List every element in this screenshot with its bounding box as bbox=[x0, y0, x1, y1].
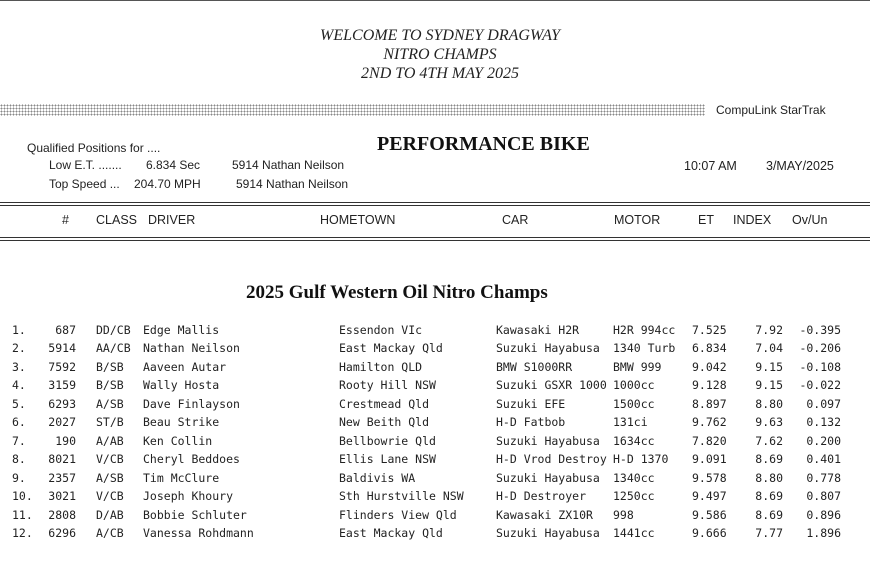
cell-motor: 131ci bbox=[613, 415, 648, 430]
cell-over-under: 0.778 bbox=[806, 470, 841, 485]
cell-hometown: Flinders View Qld bbox=[339, 507, 457, 522]
cell-over-under: -0.022 bbox=[799, 378, 841, 393]
cell-class: DD/CB bbox=[96, 323, 131, 337]
col-ovun: Ov/Un bbox=[792, 213, 828, 227]
cell-car: Suzuki Hayabusa bbox=[496, 341, 600, 356]
cell-car-number: 190 bbox=[55, 433, 76, 448]
cell-index: 8.69 bbox=[755, 489, 783, 504]
cell-car-number: 2808 bbox=[48, 507, 76, 522]
cell-car-number: 6293 bbox=[48, 396, 76, 411]
cell-motor: 1340cc bbox=[613, 470, 655, 485]
cell-car-number: 7592 bbox=[48, 359, 76, 374]
report-time: 10:07 AM bbox=[684, 159, 737, 173]
cell-index: 9.63 bbox=[755, 415, 783, 430]
cell-index: 9.15 bbox=[755, 359, 783, 374]
low-et-holder: 5914 Nathan Neilson bbox=[232, 158, 345, 172]
cell-car-number: 6296 bbox=[48, 525, 76, 540]
cell-driver: Nathan Neilson bbox=[143, 341, 240, 356]
cell-motor: 1250cc bbox=[613, 489, 655, 504]
cell-index: 7.62 bbox=[755, 433, 783, 448]
cell-car: Suzuki GSXR 1000 bbox=[496, 378, 607, 393]
cell-et: 9.578 bbox=[692, 470, 727, 485]
cell-class: AA/CB bbox=[96, 341, 131, 356]
document-title bbox=[270, 26, 610, 83]
cell-car: H-D Destroyer bbox=[496, 489, 587, 504]
low-et-label: Low E.T. ....... bbox=[49, 158, 122, 172]
cell-driver: Cheryl Beddoes bbox=[143, 452, 240, 467]
cell-et: 6.834 bbox=[692, 341, 727, 356]
top-speed-label: Top Speed ... bbox=[49, 177, 120, 191]
cell-et: 9.497 bbox=[692, 489, 727, 504]
cell-driver: Dave Finlayson bbox=[143, 396, 240, 411]
cell-driver: Tim McClure bbox=[143, 470, 220, 485]
cell-index: 7.92 bbox=[755, 323, 783, 337]
cell-over-under: 0.807 bbox=[806, 489, 841, 504]
table-row bbox=[0, 452, 870, 470]
cell-over-under: -0.108 bbox=[799, 359, 841, 374]
cell-position: 11. bbox=[12, 507, 33, 522]
cell-car: Suzuki Hayabusa bbox=[496, 525, 600, 540]
table-row bbox=[0, 415, 870, 433]
cell-motor: BMW 999 bbox=[613, 359, 662, 374]
cell-index: 8.80 bbox=[755, 470, 783, 485]
cell-motor: H2R 994cc bbox=[613, 323, 676, 337]
col-driver: DRIVER bbox=[148, 213, 196, 227]
cell-over-under: 0.097 bbox=[806, 396, 841, 411]
cell-car: BMW S1000RR bbox=[496, 359, 573, 374]
table-row bbox=[0, 489, 870, 507]
cell-et: 7.820 bbox=[692, 433, 727, 448]
cell-car-number: 2027 bbox=[48, 415, 76, 430]
table-row bbox=[0, 471, 870, 489]
cell-hometown: New Beith Qld bbox=[339, 415, 430, 430]
cell-position: 8. bbox=[12, 452, 26, 467]
welcome-line: WELCOME TO SYDNEY DRAGWAY bbox=[320, 27, 560, 44]
cell-hometown: Bellbowrie Qld bbox=[339, 433, 436, 448]
cell-hometown: Rooty Hill NSW bbox=[339, 378, 436, 393]
cell-motor: 1000cc bbox=[613, 378, 655, 393]
cell-over-under: 0.401 bbox=[806, 452, 841, 467]
cell-motor: 1340 Turb bbox=[613, 341, 676, 356]
cell-hometown: Ellis Lane NSW bbox=[339, 452, 436, 467]
cell-index: 8.69 bbox=[755, 452, 783, 467]
table-row bbox=[0, 323, 870, 341]
category-title: PERFORMANCE BIKE bbox=[377, 133, 590, 155]
cell-position: 3. bbox=[12, 359, 26, 374]
top-speed-holder: 5914 Nathan Neilson bbox=[236, 177, 349, 191]
table-row bbox=[0, 526, 870, 544]
cell-car: Kawasaki ZX10R bbox=[496, 507, 593, 522]
cell-position: 1. bbox=[12, 323, 26, 337]
cell-index: 8.69 bbox=[755, 507, 783, 522]
table-row bbox=[0, 434, 870, 452]
table-row bbox=[0, 378, 870, 396]
cell-index: 9.15 bbox=[755, 378, 783, 393]
cell-hometown: Essendon VIc bbox=[339, 323, 423, 337]
cell-index: 7.04 bbox=[755, 341, 783, 356]
cell-et: 7.525 bbox=[692, 323, 727, 337]
cell-motor: 1634cc bbox=[613, 433, 655, 448]
cell-hometown: Crestmead Qld bbox=[339, 396, 430, 411]
cell-car-number: 5914 bbox=[48, 341, 76, 356]
cell-over-under: 0.200 bbox=[806, 433, 841, 448]
cell-et: 8.897 bbox=[692, 396, 727, 411]
table-row bbox=[0, 360, 870, 378]
cell-car: H-D Fatbob bbox=[496, 415, 566, 430]
cell-class: V/CB bbox=[96, 452, 124, 467]
table-row bbox=[0, 341, 870, 359]
cell-et: 9.762 bbox=[692, 415, 727, 430]
cell-car: Suzuki Hayabusa bbox=[496, 433, 600, 448]
cell-over-under: 0.896 bbox=[806, 507, 841, 522]
cell-motor: 998 bbox=[613, 507, 634, 522]
dotted-separator bbox=[0, 104, 705, 116]
col-motor: MOTOR bbox=[614, 213, 661, 227]
cell-hometown: East Mackay Qld bbox=[339, 525, 443, 540]
cell-class: B/SB bbox=[96, 359, 124, 374]
cell-driver: Joseph Khoury bbox=[143, 489, 234, 504]
cell-car-number: 3021 bbox=[48, 489, 76, 504]
cell-class: ST/B bbox=[96, 415, 124, 430]
cell-class: A/SB bbox=[96, 470, 124, 485]
cell-class: D/AB bbox=[96, 507, 124, 522]
cell-class: A/SB bbox=[96, 396, 124, 411]
table-row bbox=[0, 508, 870, 526]
cell-over-under: 0.132 bbox=[806, 415, 841, 430]
cell-position: 10. bbox=[12, 489, 33, 504]
col-car: CAR bbox=[502, 213, 529, 227]
cell-driver: Vanessa Rohdmann bbox=[143, 525, 254, 540]
cell-position: 5. bbox=[12, 396, 26, 411]
cell-position: 6. bbox=[12, 415, 26, 430]
system-label: CompuLink StarTrak bbox=[716, 103, 826, 117]
cell-position: 9. bbox=[12, 470, 26, 485]
cell-car-number: 8021 bbox=[48, 452, 76, 467]
cell-class: V/CB bbox=[96, 489, 124, 504]
event-name: NITRO CHAMPS bbox=[383, 46, 497, 63]
cell-motor: 1441cc bbox=[613, 525, 655, 540]
cell-class: B/SB bbox=[96, 378, 124, 393]
cell-et: 9.091 bbox=[692, 452, 727, 467]
header-rule-top bbox=[0, 202, 870, 206]
cell-car: H-D Vrod Destroy bbox=[496, 452, 607, 467]
cell-driver: Aaveen Autar bbox=[143, 359, 227, 374]
col-num: # bbox=[62, 213, 69, 227]
cell-over-under: -0.206 bbox=[799, 341, 841, 356]
cell-position: 12. bbox=[12, 525, 33, 540]
col-et: ET bbox=[698, 213, 714, 227]
cell-driver: Beau Strike bbox=[143, 415, 220, 430]
cell-et: 9.042 bbox=[692, 359, 727, 374]
cell-et: 9.586 bbox=[692, 507, 727, 522]
table-row bbox=[0, 397, 870, 415]
col-hometown: HOMETOWN bbox=[320, 213, 396, 227]
cell-index: 8.80 bbox=[755, 396, 783, 411]
cell-driver: Ken Collin bbox=[143, 433, 213, 448]
cell-hometown: Hamilton QLD bbox=[339, 359, 423, 374]
cell-driver: Wally Hosta bbox=[143, 378, 220, 393]
header-rule-bottom bbox=[0, 237, 870, 241]
event-dates: 2ND TO 4TH MAY 2025 bbox=[361, 65, 519, 82]
cell-position: 2. bbox=[12, 341, 26, 356]
cell-class: A/AB bbox=[96, 433, 124, 448]
cell-index: 7.77 bbox=[755, 525, 783, 540]
cell-car-number: 2357 bbox=[48, 470, 76, 485]
cell-et: 9.128 bbox=[692, 378, 727, 393]
cell-driver: Bobbie Schluter bbox=[143, 507, 247, 522]
cell-car-number: 3159 bbox=[48, 378, 76, 393]
results-subtitle: 2025 Gulf Western Oil Nitro Champs bbox=[246, 282, 548, 303]
col-class: CLASS bbox=[96, 213, 137, 227]
cell-car-number: 687 bbox=[55, 323, 76, 337]
cell-class: A/CB bbox=[96, 525, 124, 540]
cell-hometown: Baldivis WA bbox=[339, 470, 416, 485]
cell-car: Suzuki Hayabusa bbox=[496, 470, 600, 485]
cell-driver: Edge Mallis bbox=[143, 323, 220, 337]
low-et-value: 6.834 Sec bbox=[146, 158, 201, 172]
qualified-heading: Qualified Positions for .... bbox=[27, 141, 161, 155]
cell-over-under: -0.395 bbox=[799, 323, 841, 337]
cell-position: 7. bbox=[12, 433, 26, 448]
cell-hometown: Sth Hurstville NSW bbox=[339, 489, 464, 504]
cell-et: 9.666 bbox=[692, 525, 727, 540]
cell-over-under: 1.896 bbox=[806, 525, 841, 540]
cell-motor: H-D 1370 bbox=[613, 452, 669, 467]
cell-position: 4. bbox=[12, 378, 26, 393]
cell-car: Kawasaki H2R bbox=[496, 323, 580, 337]
cell-motor: 1500cc bbox=[613, 396, 655, 411]
cell-car: Suzuki EFE bbox=[496, 396, 566, 411]
report-date: 3/MAY/2025 bbox=[766, 159, 834, 173]
cell-hometown: East Mackay Qld bbox=[339, 341, 443, 356]
col-index: INDEX bbox=[733, 213, 772, 227]
top-rule bbox=[0, 0, 870, 1]
top-speed-value: 204.70 MPH bbox=[134, 177, 201, 191]
